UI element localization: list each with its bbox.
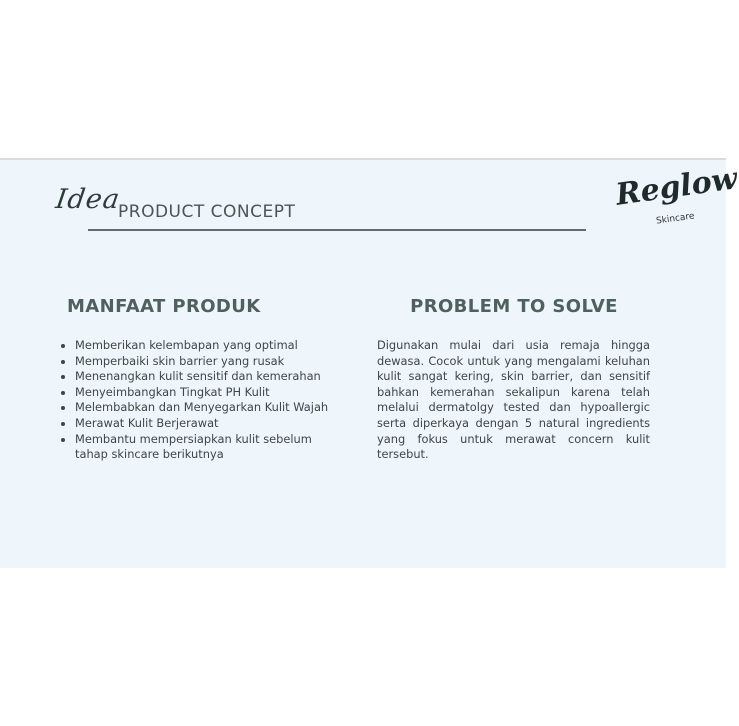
page-title: PRODUCT CONCEPT (118, 202, 296, 222)
problem-description: Digunakan mulai dari usia remaja hingga dewasa. Cocok untuk yang mengalami keluhan kulit sangat kering, skin barrier, dan sensitif bahkan kemerahan sekalipun karena telah melalui dermatolgy tested dan hypoallergic serta diperkaya dengan 5 natural ingredients yang fokus untuk merawat concern kulit tersebut. (377, 338, 650, 462)
list-item: • Menyeimbangkan Tingkat PH Kulit (75, 385, 345, 401)
benefits-list (58, 338, 345, 463)
list-item: • Membantu mempersiapkan kulit sebelum tahap skincare berikutnya (75, 432, 345, 463)
list-item: • Memperbaiki skin barrier yang rusak (75, 354, 345, 370)
list-item: • Memberikan kelembapan yang optimal (75, 338, 345, 354)
list-item: • Merawat Kulit Berjerawat (75, 416, 345, 432)
logo-wordmark: Reglow (613, 161, 739, 213)
logo-tagline: Skincare (655, 211, 696, 227)
title-underline (88, 229, 586, 231)
idea-script-label: Idea (53, 184, 123, 215)
benefits-heading: MANFAAT PRODUK (67, 296, 261, 317)
list-item: • Melembabkan dan Menyegarkan Kulit Wajah (75, 400, 345, 416)
list-item: • Menenangkan kulit sensitif dan kemerahan (75, 369, 345, 385)
product-concept-slide (0, 158, 739, 568)
brand-logo (612, 161, 739, 238)
problem-heading: PROBLEM TO SOLVE (410, 296, 618, 317)
